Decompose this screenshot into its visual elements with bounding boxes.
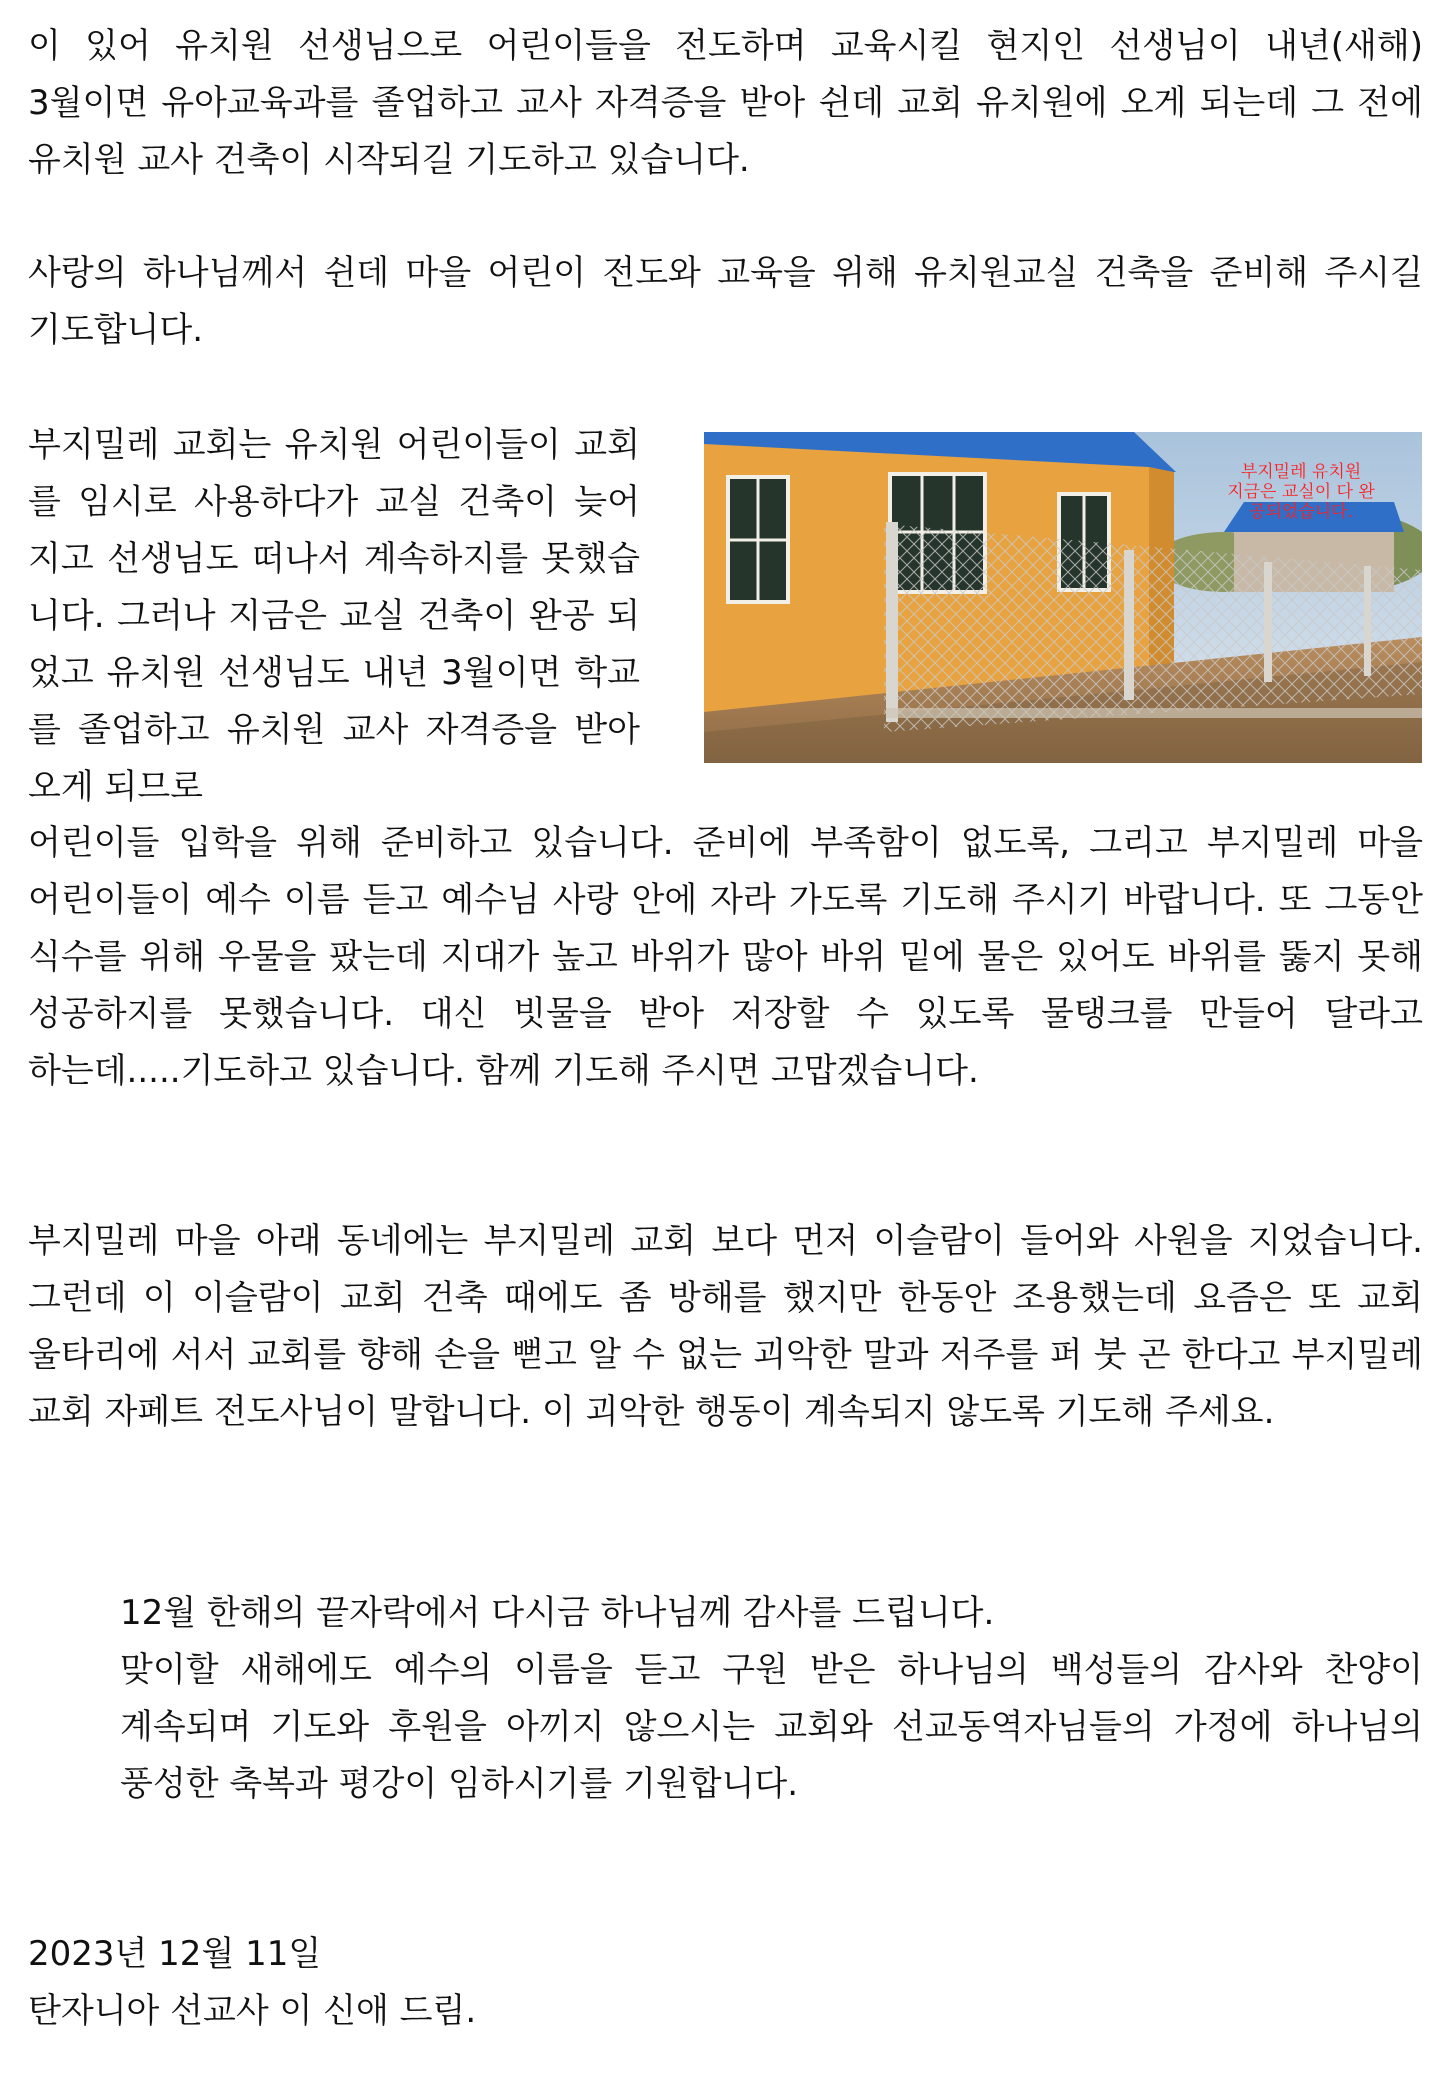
letter-date: 2023년 12월 11일: [28, 1934, 322, 1974]
paragraph-bujimile-church: 부지밀레 교회는 유치원 어린이들이 교회를 임시로 사용하다가 교실 건축이 늦어지고 선생님도 떠나서 계속하지를 못했습니다. 그러나 지금은 교실 건축이 완공 되었고 유치원 선생님도 내년 3월이면 학교를 졸업하고 유치원 교사 자격증을 받아 오게 되므로: [28, 425, 640, 807]
kindergarten-building-photo: [704, 432, 1422, 763]
letter-author: 탄자니아 선교사 이 신애 드림.: [28, 1991, 477, 2031]
paragraph-kindergarten-teacher: 이 있어 유치원 선생님으로 어린이들을 전도하며 교육시킬 현지인 선생님이 내년(새해) 3월이면 유아교육과를 졸업하고 교사 자격증을 받아 쉰데 교회 유치원에 오게 되는데 그 전에 유치원 교사 건축이 시작되길 기도하고 있습니다.: [28, 26, 1423, 180]
closing-line-2: 맞이할 새해에도 예수의 이름을 듣고 구원 받은 하나님의 백성들의 감사와 찬양이 계속되며 기도와 후원을 아끼지 않으시는 교회와 선교동역자님들의 가정에 하나님의 풍성한 축복과 평강이 임하시기를 기원합니다.: [120, 1650, 1423, 1804]
paragraph-prayer-request: 사랑의 하나님께서 쉰데 마을 어린이 전도와 교육을 위해 유치원교실 건축을 준비해 주시길 기도합니다.: [28, 253, 1423, 350]
photo-caption: [1206, 462, 1396, 522]
caption-line-3: 공되었습니다.: [1249, 502, 1353, 522]
closing-blessing: [120, 1585, 1423, 1813]
paragraph-preparation-and-well: 어린이들 입학을 위해 준비하고 있습니다. 준비에 부족함이 없도록, 그리고 부지밀레 마을 어린이들이 예수 이름 듣고 예수님 사랑 안에 자라 가도록 기도해 주시기 바랍니다. 또 그동안 식수를 위해 우물을 팠는데 지대가 높고 바위가 많아 바위 밑에 물은 있어도 바위를 뚫지 못해 성공하지를 못했습니다. 대신 빗물을 받아 저장할 수 있도록 물탱크를 만들어 달라고 하는데.....기도하고 있습니다. 함께 기도해 주시면 고맙겠습니다.: [28, 823, 1423, 1091]
paragraph-islam-opposition: 부지밀레 마을 아래 동네에는 부지밀레 교회 보다 먼저 이슬람이 들어와 사원을 지었습니다. 그런데 이 이슬람이 교회 건축 때에도 좀 방해를 했지만 한동안 조용했는데 요즘은 또 교회 울타리에 서서 교회를 향해 손을 뻗고 알 수 없는 괴악한 말과 저주를 퍼 붓 곤 한다고 부지밀레 교회 자페트 전도사님이 말합니다. 이 괴악한 행동이 계속되지 않도록 기도해 주세요.: [28, 1221, 1423, 1432]
signature-block: [28, 1926, 476, 2040]
caption-line-2: 지금은 교실이 다 완: [1227, 482, 1375, 502]
closing-line-1: 12월 한해의 끝자락에서 다시금 하나님께 감사를 드립니다.: [120, 1593, 995, 1633]
caption-line-1: 부지밀레 유치원: [1240, 462, 1362, 482]
